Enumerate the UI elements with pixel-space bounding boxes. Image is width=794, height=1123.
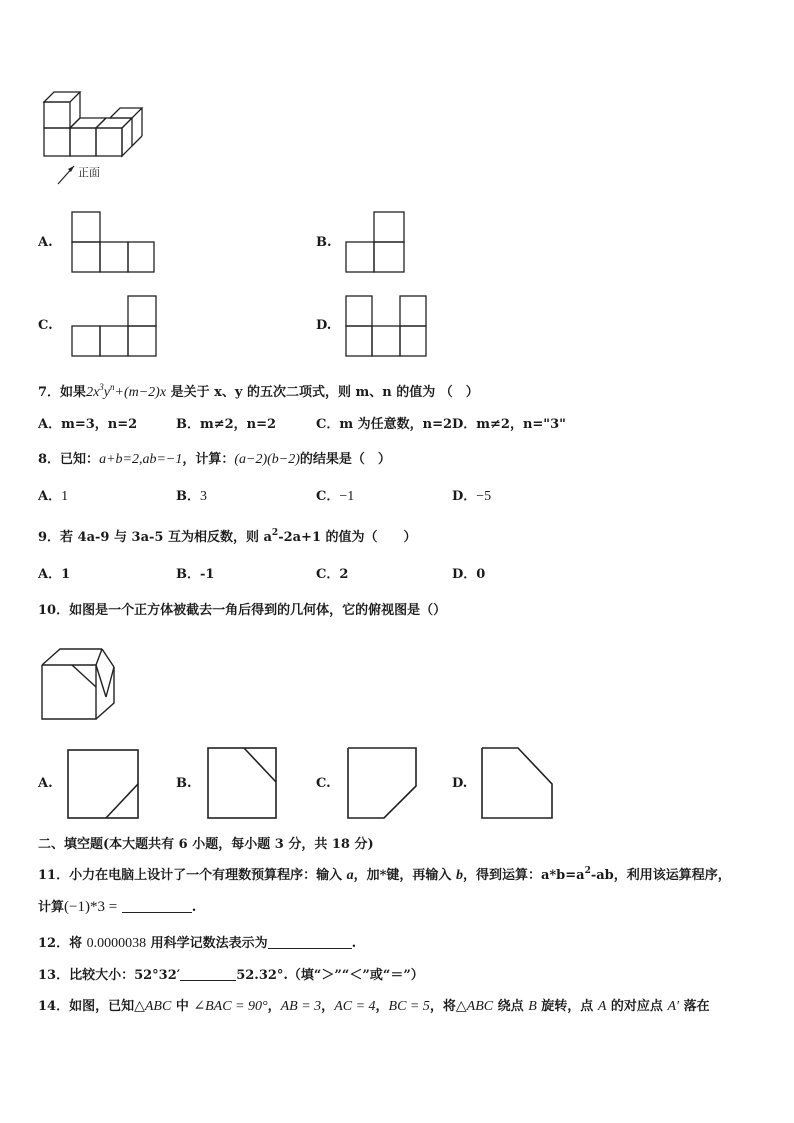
question-8: 8．已知：a+b=2,ab=−1，计算：(a−2)(b−2)的结果是（ ）	[38, 452, 391, 467]
option-b-view	[344, 210, 408, 274]
q10-option-c-view	[346, 746, 420, 820]
q7-option-a: A．m=3，n=2	[38, 417, 138, 432]
q9-option-d: D．0	[452, 567, 486, 582]
question-7: 7．如果$2x^3y^n+(m-2)x$ 是关于 x、y 的五次二项式，则 m、n 的值为 （ ）	[38, 382, 479, 400]
q7-option-d: D．m≠2，n="3"	[452, 417, 566, 432]
q11-answer-blank[interactable]	[122, 898, 192, 913]
question-10: 10．如图是一个正方体被截去一角后得到的几何体，它的俯视图是（）	[38, 603, 447, 618]
q7-option-c: C．m 为任意数，n=2	[316, 417, 453, 432]
q10-option-d-label: D.	[452, 776, 468, 791]
option-a-label: A.	[38, 235, 53, 250]
question-13: 13．比较大小：52°32′ 52.32°.（填“＞”“＜”或“＝”）	[38, 968, 424, 983]
q7-option-b: B．m≠2，n=2	[176, 417, 277, 432]
q10-option-d-view	[480, 746, 556, 820]
q10-option-a-label: A.	[38, 776, 53, 791]
option-c-label: C.	[38, 318, 53, 333]
q10-option-b-label: B.	[176, 776, 192, 791]
question-12: 12．将 0.0000038 用科学记数法表示为 .	[38, 936, 357, 951]
q9-option-c: C．2	[316, 567, 349, 582]
q9-option-a: A．1	[38, 567, 71, 582]
q10-option-c-label: C.	[316, 776, 331, 791]
q9-option-b: B．-1	[176, 567, 215, 582]
q10-option-a-view	[66, 748, 142, 820]
section-2-heading: 二、填空题(本大题共有 6 小题，每小题 3 分，共 18 分)	[38, 837, 374, 852]
question-14: 14．如图，已知△ABC 中 ∠BAC = 90°，AB = 3，AC = 4，BC = 5，将△ABC 绕点 B 旋转，点 A 的对应点 A′ 落在	[38, 999, 710, 1014]
q8-option-a: A．1	[38, 489, 69, 504]
question-9: 9．若 4a-9 与 3a-5 互为相反数，则 $a^2-2a+1$ 的值为（ ）	[38, 528, 417, 545]
option-b-label: B.	[316, 235, 332, 250]
q10-option-b-view	[206, 746, 280, 820]
question-11-line-1: 11．小力在电脑上设计了一个有理数预算程序：输入 a，加*键，再输入 b，得到运算：$a*b=a^2-ab$，利用该运算程序，	[38, 866, 731, 883]
q8-option-d: D．−5	[452, 489, 492, 504]
truncated-cube-figure	[38, 645, 128, 721]
q13-answer-blank[interactable]	[180, 966, 236, 981]
front-view-caption: 正面	[78, 166, 100, 179]
q8-option-b: B．3	[176, 489, 207, 504]
q12-answer-blank[interactable]	[268, 934, 352, 949]
question-11-line-2: 计算(−1)*3 = .	[38, 899, 197, 915]
option-d-label: D.	[316, 318, 332, 333]
option-a-view	[70, 210, 156, 272]
option-d-view	[344, 294, 430, 356]
q8-option-c: C．−1	[316, 489, 355, 504]
option-c-view	[70, 294, 160, 356]
